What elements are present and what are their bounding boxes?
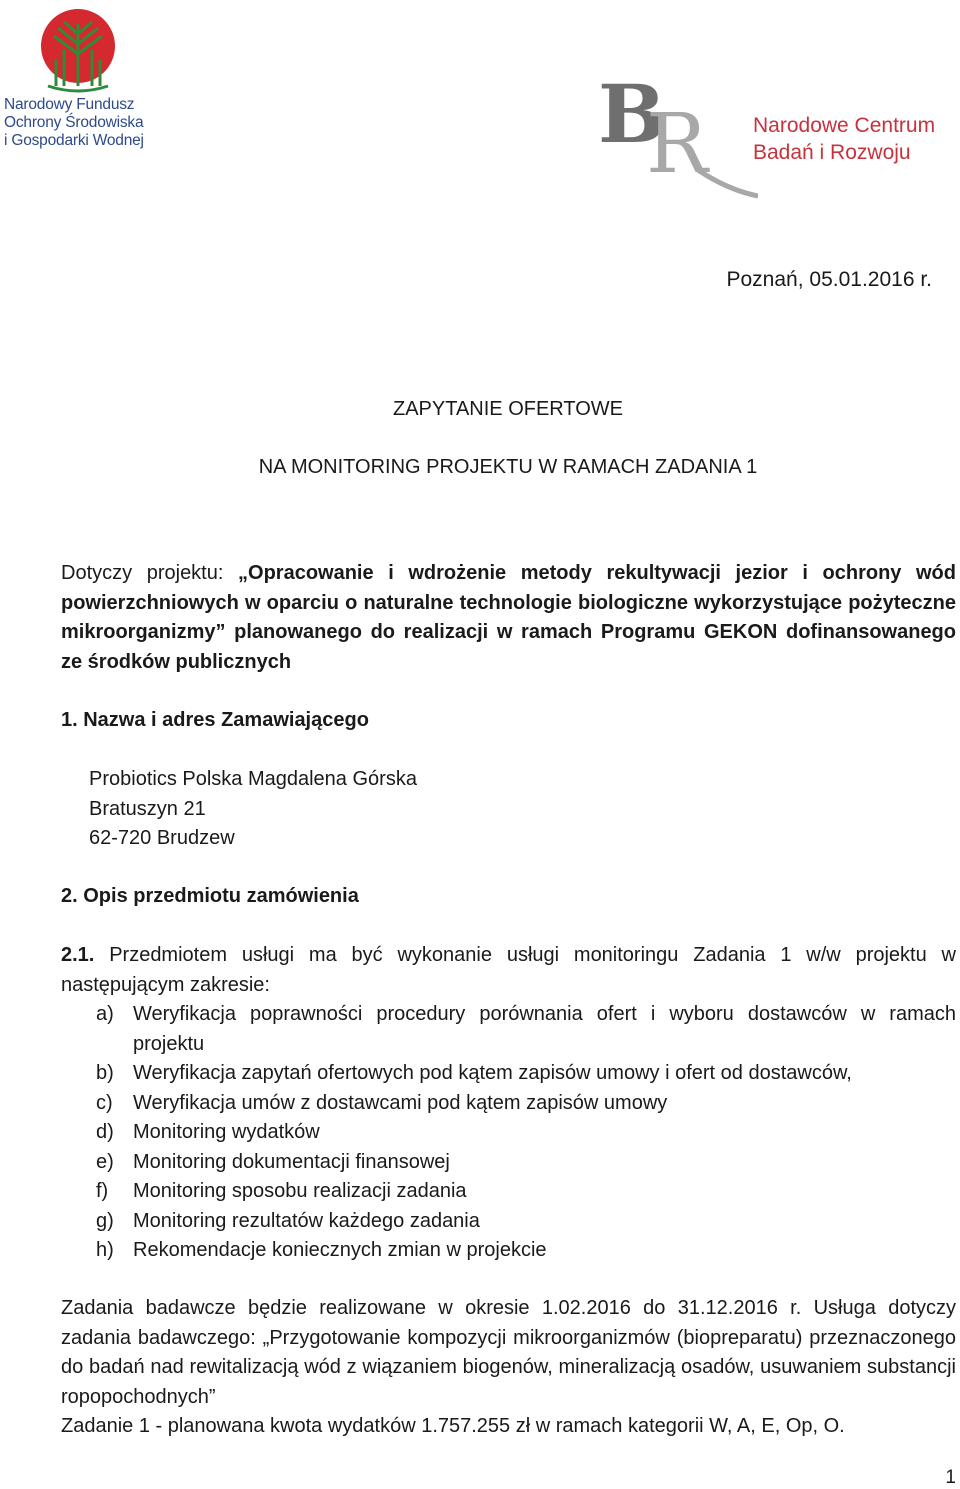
ncbr-logo-line1: Narodowe Centrum	[753, 114, 936, 137]
list-item: d) Monitoring wydatków	[96, 1121, 320, 1143]
nfosigw-logo-line3: i Gospodarki Wodnej	[4, 132, 144, 149]
list-item: b) Weryfikacja zapytań ofertowych pod kątem zapisów umowy i ofert od dostawców,	[96, 1062, 852, 1084]
scope-list	[61, 1000, 956, 1266]
list-item: g) Monitoring rezultatów każdego zadania	[96, 1209, 480, 1232]
document-title: ZAPYTANIE OFERTOWE	[392, 398, 624, 420]
list-item: a) Weryfikacja poprawności procedury porównania ofert i wyboru dostawców w ramach projektu	[96, 1003, 956, 1055]
summary-paragraph: Zadania badawcze będzie realizowane w okresie 1.02.2016 do 31.12.2016 r. Usługa dotyczy zadania badawczego: „Przygotowanie kompozycji mikroorganizmów (biopreparatu) przeznaczonego do badań nad rewitalizacją wód z wiązaniem biogenów, mineralizacją osadów, usuwaniem substancji ropopochodnych”	[61, 1297, 956, 1408]
ncbr-logo	[598, 80, 938, 200]
svg-text:R: R	[646, 97, 708, 192]
nfosigw-logo-line2: Ochrony Środowiska	[4, 114, 144, 131]
section2-heading: 2. Opis przedmiotu zamówienia	[61, 885, 359, 907]
list-item: f) Monitoring sposobu realizacji zadania	[96, 1180, 467, 1202]
ncbr-logo-line2: Badań i Rozwoju	[753, 141, 911, 164]
address-line-street: Bratuszyn 21	[89, 797, 206, 820]
document-date: Poznań, 05.01.2016 r.	[726, 268, 932, 291]
section2-1-paragraph	[61, 941, 956, 1000]
address-line-city: 62-720 Brudzew	[89, 827, 235, 849]
list-item: e) Monitoring dokumentacji finansowej	[96, 1150, 450, 1173]
list-item: c) Weryfikacja umów z dostawcami pod kątem zapisów umowy	[96, 1091, 668, 1114]
ncbr-br-mark-icon	[598, 80, 758, 200]
ordering-party-address	[89, 765, 417, 854]
nfosigw-logo-line1: Narodowy Fundusz	[4, 96, 135, 113]
nfosigw-emblem-icon	[4, 4, 154, 96]
section2-1-text: Przedmiotem usługi ma być wykonanie usługi monitoringu Zadania 1 w/w projektu w następującym zakresie:	[61, 944, 956, 996]
address-line-name: Probiotics Polska Magdalena Górska	[89, 768, 417, 790]
list-item: h) Rekomendacje koniecznych zmian w projekcie	[96, 1239, 547, 1261]
project-paragraph	[61, 559, 956, 677]
section1-heading: 1. Nazwa i adres Zamawiającego	[61, 709, 369, 731]
document-subtitle: NA MONITORING PROJEKTU W RAMACH ZADANIA 1	[258, 456, 758, 478]
project-title: „Opracowanie i wdrożenie metody rekultywacji jezior i ochrony wód powierzchniowych w oparciu o naturalne technologie biologiczne wykorzystujące pożyteczne mikroorganizmy” planowanego do realizacji w ramach Programu GEKON dofinansowanego ze środków publicznych	[61, 562, 956, 673]
page-number: 1	[945, 1467, 956, 1488]
budget-line: Zadanie 1 - planowana kwota wydatków 1.757.255 zł w ramach kategorii W, A, E, Op, O.	[61, 1415, 845, 1437]
project-prefix: Dotyczy projektu:	[61, 562, 239, 584]
svg-text:B: B	[598, 80, 666, 161]
nfosigw-logo	[4, 4, 154, 150]
section2-1-number: 2.1.	[61, 944, 95, 966]
